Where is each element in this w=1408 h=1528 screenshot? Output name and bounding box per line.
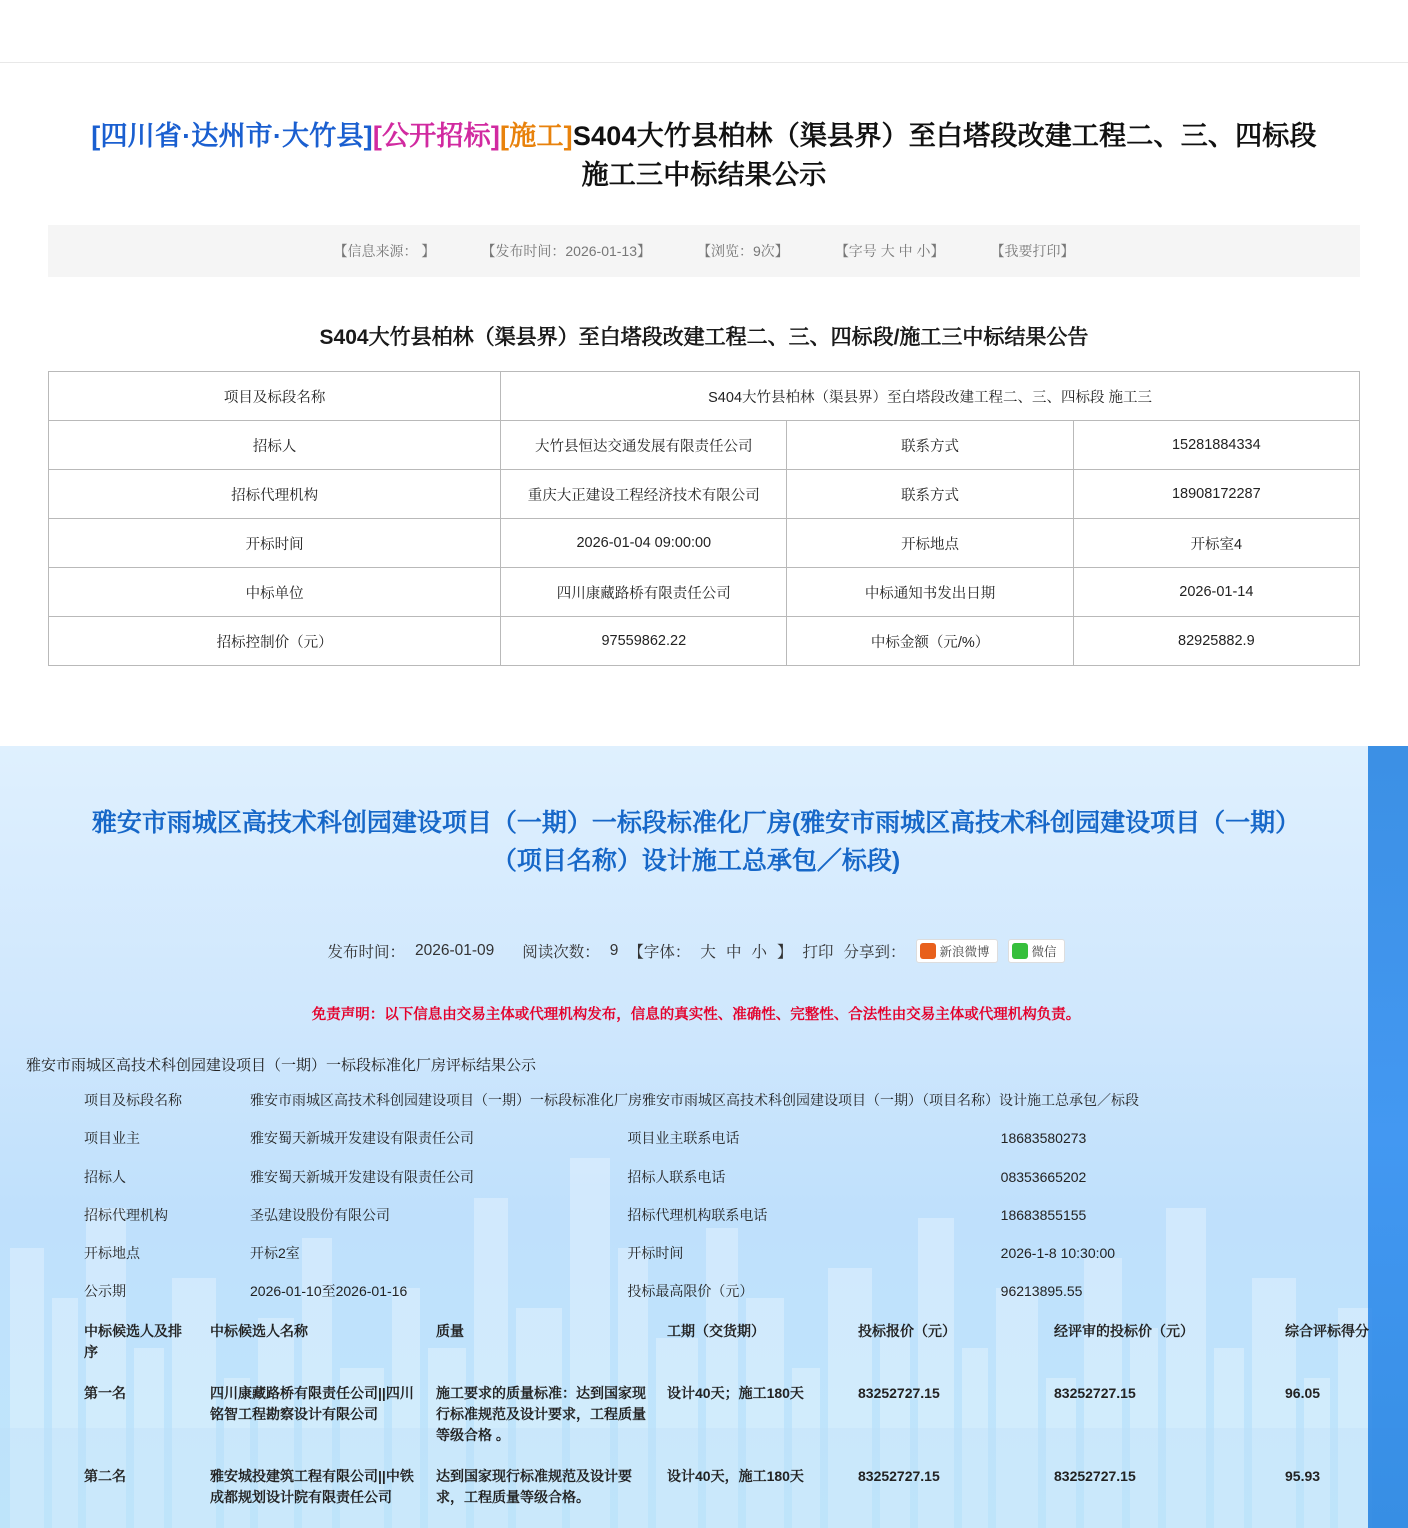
- top-bar: [0, 0, 1408, 63]
- row-value: 雅安市雨城区高技术科创园建设项目（一期）一标段标准化厂房雅安市雨城区高技术科创园建设项目（一期）（项目名称）设计施工总承包／标段: [250, 1091, 1139, 1108]
- row-value: 四川康藏路桥有限责任公司: [501, 568, 787, 617]
- table-row: [49, 519, 1360, 568]
- title-rest: S404大竹县柏林（渠县界）至白塔段改建工程二、三、四标段施工三中标结果公示: [572, 121, 1317, 191]
- disclaimer-text: 免责声明：以下信息由交易主体或代理机构发布，信息的真实性、准确性、完整性、合法性由交易主体或代理机构负责。: [311, 1006, 1081, 1023]
- row-label: 开标时间: [49, 519, 501, 568]
- row-label: 招标代理机构: [84, 1206, 168, 1223]
- document-subtitle: S404大竹县柏林（渠县界）至白塔段改建工程二、三、四标段/施工三中标结果公告: [319, 326, 1089, 350]
- font-size-small-button[interactable]: 小: [751, 943, 767, 961]
- share-wechat-label: 微信: [1031, 944, 1057, 959]
- table-row: [24, 1158, 1368, 1196]
- header-price: 投标报价（元）: [858, 1322, 956, 1339]
- row-value: 开标2室: [250, 1245, 300, 1262]
- row-value: 大竹县恒达交通发展有限责任公司: [501, 421, 787, 470]
- project-info-table: [24, 1081, 1368, 1311]
- page2-meta-bar: [24, 901, 1368, 963]
- title-location: [四川省·达州市·大竹县]: [91, 121, 373, 152]
- row-label: 招标控制价（元）: [49, 617, 501, 666]
- meta2-publish-label: 发布时间：: [327, 943, 405, 961]
- table-row: [24, 1456, 1408, 1518]
- row-label-2: 开标时间: [627, 1245, 684, 1262]
- row-value-2: 2026-1-8 10:30:00: [1000, 1245, 1116, 1262]
- header-quality: 质量: [436, 1322, 464, 1339]
- meta-source: 【信息来源： 】: [333, 243, 436, 260]
- candidate-review-price: 83252727.15: [1054, 1384, 1136, 1401]
- candidates-table: [24, 1311, 1408, 1518]
- row-value-2: 18683580273: [1000, 1130, 1087, 1147]
- title-mode: [公开招标]: [372, 121, 501, 152]
- share-weibo-label: 新浪微博: [939, 944, 990, 959]
- row-label: 中标单位: [49, 568, 501, 617]
- row-label-2: 招标代理机构联系电话: [627, 1206, 768, 1223]
- table-header-row: [24, 1311, 1408, 1373]
- table-row: [24, 1081, 1368, 1119]
- row-value: 97559862.22: [501, 617, 787, 666]
- row-label: 项目及标段名称: [84, 1091, 182, 1108]
- row-label: 项目业主: [84, 1130, 140, 1147]
- meta-publish-time: 【发布时间：2026-01-13】: [481, 243, 652, 260]
- row-label: 招标代理机构: [49, 470, 501, 519]
- font-size-large-button[interactable]: 大: [700, 943, 716, 961]
- row-value: 圣弘建设股份有限公司: [250, 1206, 390, 1223]
- row-value-2: 82925882.9: [1073, 617, 1359, 666]
- row-value-2: 08353665202: [1000, 1168, 1087, 1185]
- row-label: 公示期: [84, 1283, 126, 1300]
- row-label: 项目及标段名称: [49, 372, 501, 421]
- candidate-quality: 达到国家现行标准规范及设计要求，工程质量等级合格。: [436, 1467, 632, 1505]
- row-label-2: 开标地点: [787, 519, 1073, 568]
- wechat-icon: [1012, 943, 1028, 959]
- header-duration: 工期（交货期）: [667, 1322, 765, 1339]
- meta-bar: [48, 225, 1360, 277]
- row-label: 开标地点: [84, 1245, 140, 1262]
- header-review-price: 经评审的投标价（元）: [1054, 1322, 1194, 1339]
- row-value-2: 18683855155: [1000, 1206, 1087, 1223]
- row-value: S404大竹县柏林（渠县界）至白塔段改建工程二、三、四标段 施工三: [501, 372, 1360, 421]
- header-rank: 中标候选人及排序: [84, 1322, 182, 1360]
- row-value: 雅安蜀天新城开发建设有限责任公司: [250, 1168, 474, 1185]
- section-divider: [0, 724, 1408, 746]
- row-label-2: 招标人联系电话: [627, 1168, 726, 1185]
- candidate-rank: 第二名: [84, 1467, 126, 1484]
- table-row: [24, 1373, 1408, 1456]
- table-row: [49, 421, 1360, 470]
- row-label-2: 投标最高限价（元）: [627, 1283, 754, 1300]
- share-label: 分享到：: [843, 943, 906, 961]
- meta-print-button[interactable]: 【我要打印】: [990, 243, 1075, 260]
- announcement-section-1: [0, 0, 1408, 724]
- candidate-price: 83252727.15: [858, 1467, 940, 1484]
- candidate-name: 雅安城投建筑工程有限公司||中铁成都规划设计院有限责任公司: [210, 1467, 414, 1505]
- font-size-medium-button[interactable]: 中: [725, 943, 742, 961]
- table-row: [49, 372, 1360, 421]
- share-wechat-button[interactable]: [1008, 939, 1065, 963]
- meta-fontsize-control[interactable]: 【字号 大 中 小】: [834, 243, 945, 260]
- candidate-price: 83252727.15: [858, 1384, 940, 1401]
- header-name: 中标候选人名称: [210, 1322, 308, 1339]
- row-value-2: 开标室4: [1073, 519, 1359, 568]
- meta2-views-label: 阅读次数：: [522, 943, 600, 961]
- print-button[interactable]: 打印: [802, 943, 834, 961]
- candidate-duration: 设计40天；施工180天: [667, 1384, 804, 1401]
- row-value: 2026-01-10至2026-01-16: [250, 1283, 408, 1300]
- page2-title: 雅安市雨城区高技术科创园建设项目（一期）一标段标准化厂房(雅安市雨城区高技术科创园建设项目（一期）（项目名称）设计施工总承包／标段): [91, 809, 1301, 875]
- row-value-2: 18908172287: [1073, 470, 1359, 519]
- candidate-quality: 施工要求的质量标准：达到国家现行标准规范及设计要求，工程质量等级合格 。: [436, 1384, 646, 1443]
- table-row: [49, 470, 1360, 519]
- row-label-2: 联系方式: [787, 421, 1073, 470]
- row-label-2: 中标通知书发出日期: [787, 568, 1073, 617]
- row-value-2: 15281884334: [1073, 421, 1359, 470]
- meta2-font-end: 】: [776, 943, 793, 961]
- row-label-2: 联系方式: [787, 470, 1073, 519]
- meta-views: 【浏览：9次】: [697, 243, 789, 260]
- row-value: 2026-01-04 09:00:00: [501, 519, 787, 568]
- row-label-2: 项目业主联系电话: [627, 1130, 740, 1147]
- row-value-2: 2026-01-14: [1073, 568, 1359, 617]
- weibo-icon: [920, 943, 936, 959]
- announcement-section-2: [0, 746, 1408, 1527]
- candidate-rank: 第一名: [84, 1384, 126, 1401]
- table-row: [24, 1119, 1368, 1157]
- table-row: [49, 568, 1360, 617]
- row-label-2: 中标金额（元/%）: [787, 617, 1073, 666]
- table-row: [24, 1196, 1368, 1234]
- bid-result-table: [48, 371, 1360, 666]
- table-row: [24, 1234, 1368, 1272]
- row-value-2: 96213895.55: [1000, 1283, 1083, 1300]
- section-spacer: [24, 666, 1384, 724]
- meta2-font-label: 【字体：: [628, 943, 691, 961]
- page-title: [24, 81, 1384, 207]
- candidate-score: 96.05: [1285, 1384, 1321, 1401]
- meta2-publish-value: 2026-01-09: [414, 941, 495, 959]
- meta2-views-value: 9: [609, 941, 619, 959]
- row-value: 重庆大正建设工程经济技术有限公司: [501, 470, 787, 519]
- publication-name: 雅安市雨城区高技术科创园建设项目（一期）一标段标准化厂房评标结果公示: [26, 1056, 537, 1074]
- share-weibo-button[interactable]: [916, 939, 998, 963]
- header-score: 综合评标得分: [1285, 1322, 1369, 1339]
- title-type: [施工]: [500, 121, 573, 152]
- row-value: 雅安蜀天新城开发建设有限责任公司: [250, 1130, 474, 1147]
- table-row: [49, 617, 1360, 666]
- candidate-score: 95.93: [1285, 1467, 1321, 1484]
- row-label: 招标人: [49, 421, 501, 470]
- table-row: [24, 1272, 1368, 1310]
- candidate-duration: 设计40天，施工180天: [667, 1467, 804, 1484]
- row-label: 招标人: [84, 1168, 126, 1185]
- candidate-name: 四川康藏路桥有限责任公司||四川铭智工程勘察设计有限公司: [210, 1384, 414, 1422]
- candidate-review-price: 83252727.15: [1054, 1467, 1136, 1484]
